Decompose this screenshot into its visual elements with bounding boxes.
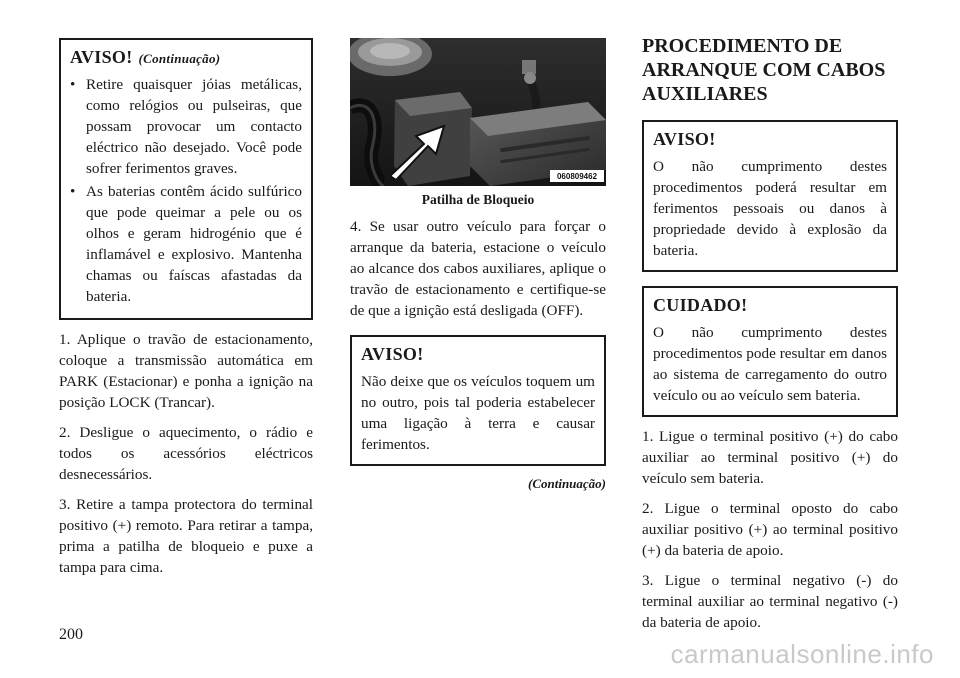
step-1: 1. Aplique o travão de estacionamento, coloque a transmissão automática em PARK (Estacionar) e ponha a ignição na posição LOCK (Trancar). bbox=[59, 331, 313, 411]
bullet-icon: • bbox=[70, 76, 76, 93]
photo-code: 060809462 bbox=[556, 172, 598, 181]
photo-caption: Patilha de Bloqueio bbox=[421, 192, 535, 207]
step-1: 1. Ligue o terminal positivo (+) do cabo auxiliar ao terminal positivo (+) do veículo sem bateria. bbox=[642, 428, 898, 487]
warning-box bbox=[350, 335, 606, 466]
step-3: 3. Ligue o terminal negativo (-) do terminal auxiliar ao terminal negativo (-) da bateria de apoio. bbox=[642, 572, 898, 631]
caution-box bbox=[642, 286, 898, 417]
warning-bullet: • Retire quaisquer jóias metálicas, como relógios ou pulseiras, que possam provocar um contacto eléctrico não desejado. Você pode sofrer ferimentos graves. bbox=[70, 76, 302, 177]
step-4: 4. Se usar outro veículo para forçar o arranque da bateria, estacione o veículo ao alcance dos cabos auxiliares, aplique o travão de estacionamento e certifique-se de que a ignição está desligada (OFF). bbox=[350, 218, 606, 319]
step-3: 3. Retire a tampa protectora do terminal positivo (+) remoto. Para retirar a tampa, prima a patilha de bloqueio e puxe a tampa para cima. bbox=[59, 496, 313, 576]
page-number: 200 bbox=[59, 626, 83, 643]
warning-title: AVISO! bbox=[361, 344, 424, 364]
warning-text: Não deixe que os veículos toquem um no outro, pois tal poderia estabelecer uma ligação à terra e causar ferimentos. bbox=[361, 373, 595, 453]
continuation-label: (Continuação) bbox=[138, 51, 221, 66]
bullet-icon: • bbox=[70, 183, 76, 200]
warning-box bbox=[642, 120, 898, 272]
warning-bullet: • As baterias contêm ácido sulfúrico que pode queimar a pele ou os olhos e geram hidrogénio que é inflamável e explosivo. Mantenha chamas ou faíscas afastadas da bateria. bbox=[70, 183, 302, 305]
warning-box-continued bbox=[59, 38, 313, 320]
column-left bbox=[59, 38, 313, 578]
continued-label: (Continuação) bbox=[527, 476, 606, 491]
step-2: 2. Desligue o aquecimento, o rádio e todos os acessórios eléctricos desnecessários. bbox=[59, 424, 313, 483]
caution-text: O não cumprimento destes procedimentos pode resultar em danos ao sistema de carregamento do outro veículo ou ao veículo sem bateria. bbox=[653, 324, 887, 404]
column-right bbox=[642, 35, 898, 633]
engine-bay-photo bbox=[350, 38, 606, 186]
column-middle bbox=[350, 38, 606, 492]
watermark-text: carmanualsonline.info bbox=[670, 639, 934, 669]
warning-bullet-list bbox=[70, 74, 302, 307]
warning-title: AVISO! (Continuação) bbox=[70, 47, 221, 67]
caution-title: CUIDADO! bbox=[653, 295, 748, 315]
step-2: 2. Ligue o terminal oposto do cabo auxiliar positivo (+) ao terminal positivo (+) da bateria de apoio. bbox=[642, 500, 898, 559]
warning-text: O não cumprimento destes procedimentos poderá resultar em ferimentos pessoais ou danos à propriedade devido à explosão da bateria. bbox=[653, 158, 887, 259]
warning-title: AVISO! bbox=[653, 129, 716, 149]
section-heading: PROCEDIMENTO DE ARRANQUE COM CABOS AUXILIARES bbox=[642, 35, 886, 105]
